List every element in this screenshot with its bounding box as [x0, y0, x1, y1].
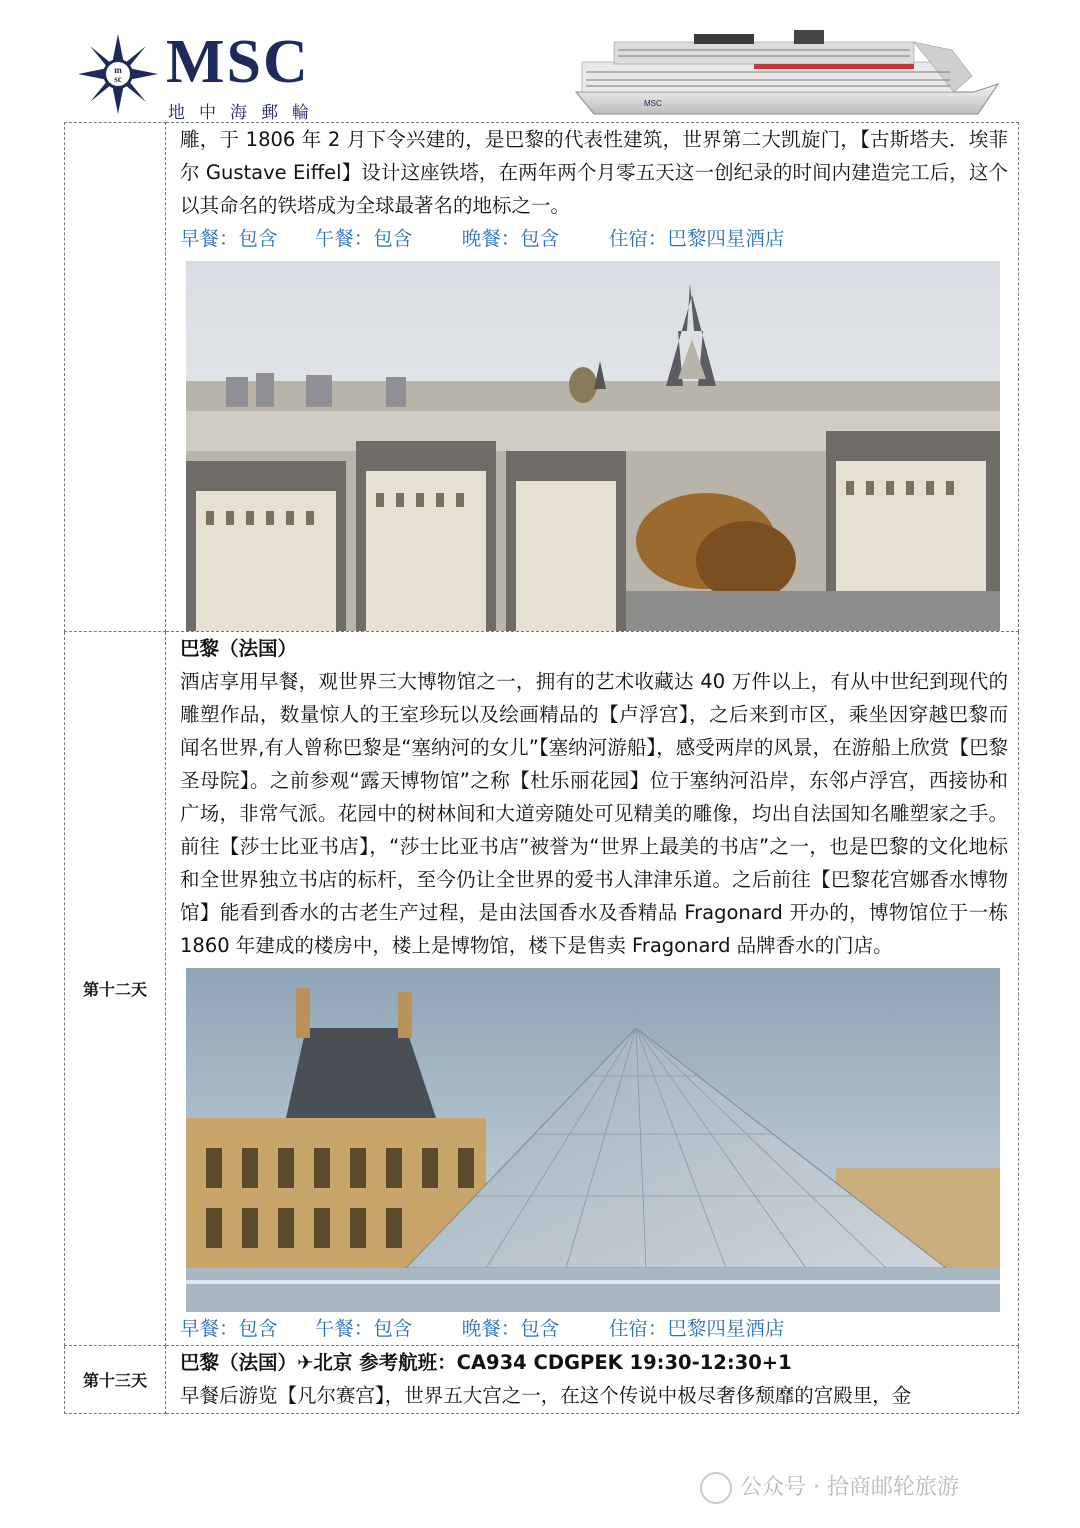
- day12-content: [166, 632, 1019, 1346]
- louvre-pyramid-photo: [186, 968, 1000, 1312]
- day13-content: [166, 1346, 1019, 1414]
- svg-text:sc: sc: [114, 74, 122, 84]
- day12-text: 酒店享用早餐，观世界三大博物馆之一，拥有的艺术收藏达 40 万件以上，有从中世纪到现代的雕塑作品，数量惊人的王室珍玩以及绘画精品的【卢浮宫】，之后来到市区，乘坐因穿越巴黎而闻名世界,有人曾称巴黎是“塞纳河的女儿”【塞纳河游船】，感受两岸的风景，在游船上欣赏【巴黎圣母院】。之前参观“露天博物馆”之称【杜乐丽花园】位于塞纳河沿岸，东邻卢浮宫，西接协和广场，非常气派。花园中的树林间和大道旁随处可见精美的雕像，均出自法国知名雕塑家之手。前往【莎士比亚书店】，“莎士比亚书店”被誉为“世界上最美的书店”之一，也是巴黎的文化地标和全世界独立书店的标杆，至今仍让全世界的爱书人津津乐道。之后前往【巴黎花宫娜香水博物馆】能看到香水的古老生产过程，是由法国香水及香精品 Fragonard 开办的，博物馆位于一栋 1860 年建成的楼房中，楼上是博物馆，楼下是售卖 Fragonard 品牌香水的门店。: [180, 670, 1008, 957]
- day11-row: [65, 123, 1019, 632]
- day12-title: 巴黎（法国）: [180, 637, 298, 660]
- page-header: [0, 0, 1080, 122]
- day13-text: 早餐后游览【凡尔赛宫】，世界五大宫之一，在这个传说中极尽奢侈颓靡的宫殿里，金: [180, 1384, 912, 1407]
- day13-row: [65, 1346, 1019, 1414]
- svg-text:MSC: MSC: [644, 99, 662, 108]
- day11-meals: 早餐：包含 午餐：包含 晚餐：包含 住宿：巴黎四星酒店: [180, 227, 785, 250]
- cruise-ship-illustration: [574, 28, 1000, 118]
- paris-eiffel-tower-photo: [186, 261, 1000, 631]
- wechat-icon: [700, 1472, 732, 1504]
- day12-row: [65, 632, 1019, 1346]
- day11-content: [166, 123, 1019, 632]
- day13-label: 第十三天: [65, 1346, 166, 1414]
- brand-name: MSC: [166, 28, 310, 96]
- wechat-watermark: [700, 1470, 959, 1504]
- day13-text-wrapper: [180, 1379, 1008, 1413]
- day13-title: 巴黎（法国）✈北京 参考航班：CA934 CDGPEK 19:30-12:30+1: [180, 1351, 792, 1374]
- itinerary-table: [64, 122, 1019, 1414]
- svg-text:m: m: [114, 65, 122, 75]
- watermark-text: 公众号 · 拾商邮轮旅游: [740, 1475, 959, 1500]
- day12-label: 第十二天: [65, 632, 166, 1346]
- brand-subtitle: 地中海郵輪: [168, 103, 323, 123]
- day12-meals: 早餐：包含 午餐：包含 晚餐：包含 住宿：巴黎四星酒店: [180, 1317, 785, 1340]
- msc-compass-logo-icon: [78, 34, 158, 114]
- day11-label-cell: [65, 123, 166, 632]
- day11-text: 雕，于 1806 年 2 月下令兴建的，是巴黎的代表性建筑，世界第二大凯旋门，【古斯塔夫．埃菲尔 Gustave Eiffel】设计这座铁塔，在两年两个月零五天这一创纪录的时间内建造完工后，这个以其命名的铁塔成为全球最著名的地标之一。: [180, 128, 1008, 217]
